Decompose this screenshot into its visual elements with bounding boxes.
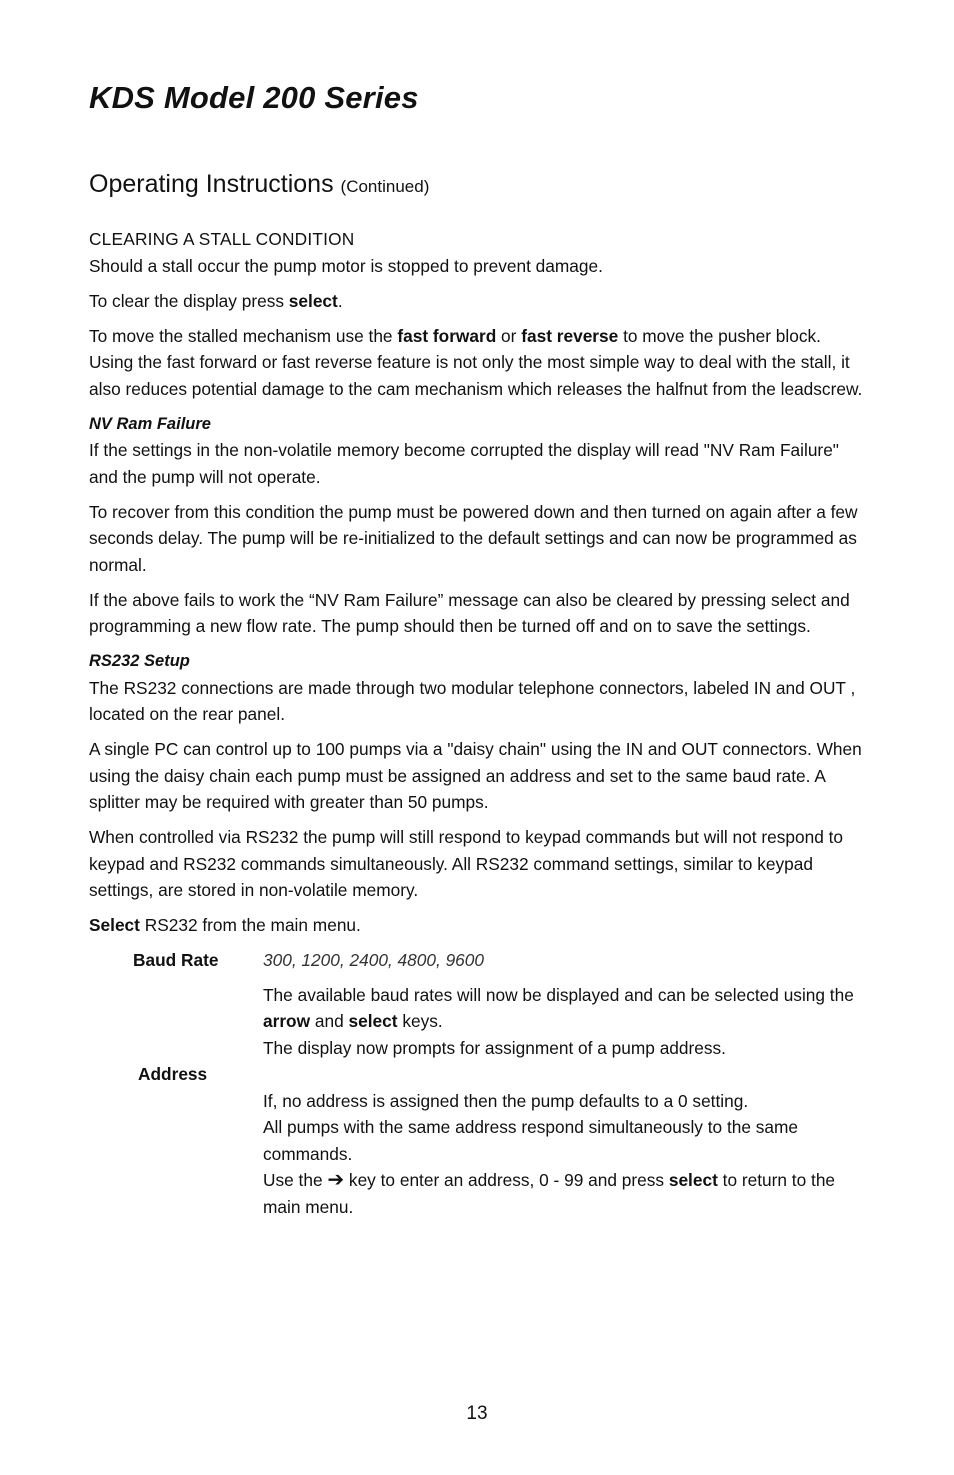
stall-heading: CLEARING A STALL CONDITION — [89, 229, 355, 249]
nvram-paragraph-2: To recover from this condition the pump must be powered down and then turned on again after a few seconds delay. The pump will be re-initialized to the default settings and can now be programmed as normal. — [89, 501, 858, 575]
stall-paragraph-1: Should a stall occur the pump motor is stopped to prevent damage. — [89, 255, 603, 276]
rs232-paragraph-2: A single PC can control up to 100 pumps via a "daisy chain" using the IN and OUT connectors. When using the daisy chain each pump must be assigned an address and set to the same baud rate. A splitter may be required with greater than 50 pumps. — [89, 739, 862, 812]
bold-text: select — [348, 1011, 398, 1031]
baud-rate-desc-row — [89, 982, 869, 1062]
spacer — [263, 1061, 863, 1088]
baud-rate-values: 300, 1200, 2400, 4800, 9600 — [263, 950, 485, 970]
page-number: 13 — [466, 1403, 488, 1424]
address-row — [89, 1061, 869, 1088]
baud-rate-label: Baud Rate — [133, 950, 219, 970]
text: and — [310, 1011, 349, 1031]
rs232-heading: RS232 Setup — [89, 652, 190, 670]
address-desc-row — [89, 1088, 869, 1221]
section-title — [89, 170, 429, 199]
text: The available baud rates will now be displayed and can be selected using the — [263, 984, 854, 1005]
stall-paragraph-3 — [89, 323, 869, 403]
baud-rate-row — [89, 947, 869, 974]
bold-text: select — [288, 290, 338, 311]
text: To clear the display press — [89, 290, 289, 311]
document-title: KDS Model 200 Series — [89, 80, 419, 115]
section-subtitle: (Continued) — [340, 177, 430, 196]
text: To move the stalled mechanism use the — [89, 325, 398, 346]
right-arrow-icon: ➔ — [327, 1169, 345, 1191]
address-label: Address — [138, 1064, 208, 1084]
text: to return to the main menu. — [263, 1170, 836, 1217]
bold-text: fast reverse — [521, 325, 619, 346]
settings-table — [89, 947, 869, 1220]
address-prompt: The display now prompts for assignment of a pump address. — [263, 1037, 726, 1058]
stall-paragraph-2 — [89, 288, 869, 315]
nvram-paragraph-3: If the above fails to work the “NV Ram Failure” message can also be cleared by pressing select and programming a new flow rate. The pump should then be turned off and on to save the settings. — [89, 589, 850, 636]
rs232-paragraph-3: When controlled via RS232 the pump will still respond to keypad commands but will not respond to keypad and RS232 commands simultaneously. All RS232 command settings, similar to keypad settings, are stored in non-volatile memory. — [89, 827, 844, 900]
text: or — [496, 325, 522, 346]
content — [89, 226, 869, 1220]
bold-text: fast forward — [397, 325, 497, 346]
address-use — [263, 1167, 863, 1220]
bold-text: select — [668, 1170, 718, 1190]
nvram-heading: NV Ram Failure — [89, 414, 211, 433]
spacer — [89, 982, 263, 1062]
text: RS232 from the main menu. — [139, 915, 361, 935]
rs232-paragraph-4 — [89, 912, 869, 939]
address-description — [263, 1088, 863, 1221]
address-same: All pumps with the same address respond simultaneously to the same commands. — [263, 1117, 799, 1164]
spacer — [89, 1088, 263, 1221]
text: to move the pusher block. Using the fast forward or fast reverse feature is not only the most simple way to deal with the stall, it also reduces potential damage to the cam mechanism which releases the halfnut from the leadscrew. — [89, 325, 863, 399]
section-title-text: Operating Instructions — [89, 170, 334, 198]
text: key to enter an address, 0 - 99 and press — [344, 1170, 669, 1190]
baud-rate-description — [263, 982, 863, 1062]
baud-rate-text — [263, 982, 863, 1035]
text: keys. — [397, 1011, 443, 1031]
bold-text: arrow — [263, 1011, 311, 1031]
text: . — [337, 290, 343, 311]
nvram-paragraph-1: If the settings in the non-volatile memory become corrupted the display will read "NV Ram Failure" and the pump will not operate. — [89, 440, 839, 487]
text: Use the — [263, 1170, 328, 1190]
address-default: If, no address is assigned then the pump defaults to a 0 setting. — [263, 1090, 749, 1111]
bold-text: Select — [89, 915, 140, 935]
rs232-paragraph-1: The RS232 connections are made through two modular telephone connectors, labeled IN and OUT , located on the rear panel. — [89, 677, 856, 724]
